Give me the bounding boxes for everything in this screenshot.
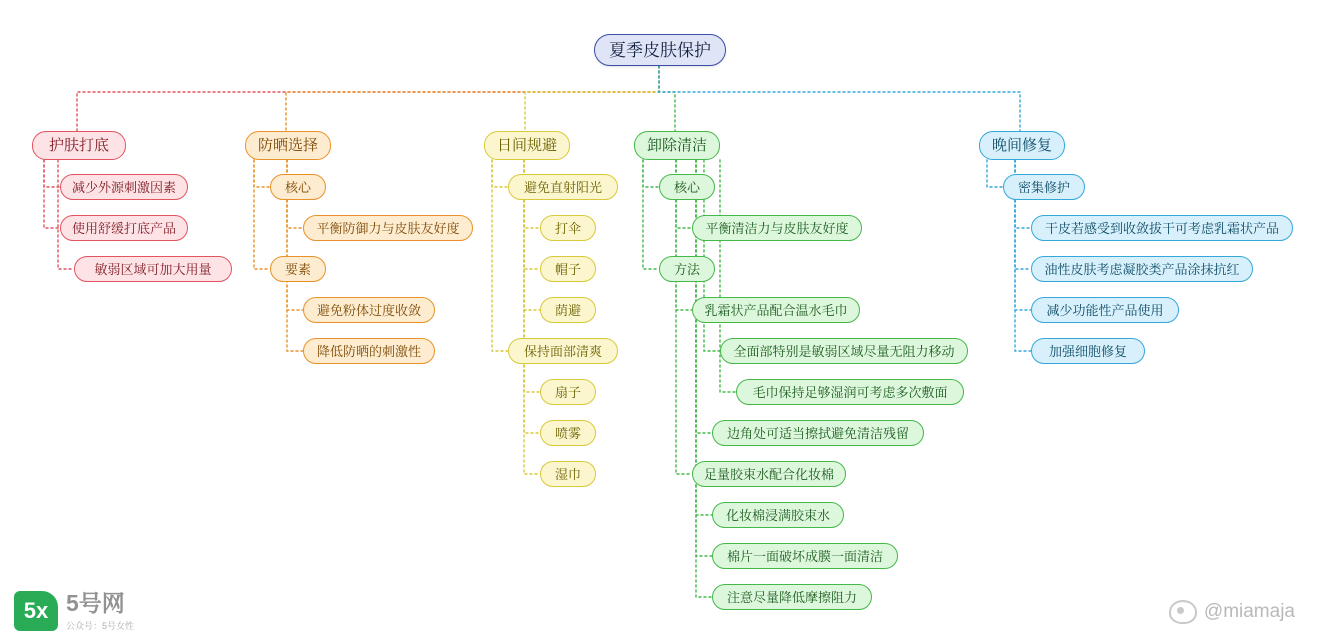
leaf-node-4-4[interactable]: 乳霜状产品配合温水毛巾: [692, 297, 860, 323]
leaf-node-3-5[interactable]: 保持面部清爽: [508, 338, 618, 364]
leaf-node-2-3[interactable]: 要素: [270, 256, 326, 282]
leaf-node-4-11[interactable]: 注意尽量降低摩擦阻力: [712, 584, 872, 610]
leaf-node-4-3[interactable]: 方法: [659, 256, 715, 282]
watermark-left: [14, 591, 134, 632]
leaf-node-3-3[interactable]: 帽子: [540, 256, 596, 282]
leaf-node-5-2[interactable]: 干皮若感受到收敛拔干可考虑乳霜状产品: [1031, 215, 1293, 241]
leaf-node-3-1[interactable]: 避免直射阳光: [508, 174, 618, 200]
leaf-node-2-5[interactable]: 降低防晒的刺激性: [303, 338, 435, 364]
leaf-node-2-1[interactable]: 核心: [270, 174, 326, 200]
root-node[interactable]: 夏季皮肤保护: [594, 34, 726, 66]
leaf-node-1-3[interactable]: 敏弱区域可加大用量: [74, 256, 232, 282]
leaf-node-3-6[interactable]: 扇子: [540, 379, 596, 405]
leaf-node-5-1[interactable]: 密集修护: [1003, 174, 1085, 200]
site-name: 5号网: [66, 589, 125, 616]
watermark-right: [1169, 600, 1295, 624]
branch-node-1[interactable]: 护肤打底: [32, 131, 126, 160]
leaf-node-3-7[interactable]: 喷雾: [540, 420, 596, 446]
leaf-node-4-2[interactable]: 平衡清洁力与皮肤友好度: [692, 215, 862, 241]
leaf-node-4-8[interactable]: 足量胶束水配合化妆棉: [692, 461, 846, 487]
branch-node-5[interactable]: 晚间修复: [979, 131, 1065, 160]
branch-node-3[interactable]: 日间规避: [484, 131, 570, 160]
leaf-node-4-9[interactable]: 化妆棉浸满胶束水: [712, 502, 844, 528]
leaf-node-4-7[interactable]: 边角处可适当擦拭避免清洁残留: [712, 420, 924, 446]
watermark-left-text: [66, 591, 134, 632]
weibo-eye-icon: [1169, 600, 1197, 624]
leaf-node-5-4[interactable]: 减少功能性产品使用: [1031, 297, 1179, 323]
leaf-node-1-1[interactable]: 减少外源刺激因素: [60, 174, 188, 200]
leaf-node-4-1[interactable]: 核心: [659, 174, 715, 200]
leaf-node-4-6[interactable]: 毛巾保持足够湿润可考虑多次敷面: [736, 379, 964, 405]
leaf-node-4-5[interactable]: 全面部特别是敏弱区域尽量无阻力移动: [720, 338, 968, 364]
leaf-node-2-2[interactable]: 平衡防御力与皮肤友好度: [303, 215, 473, 241]
branch-node-4[interactable]: 卸除清洁: [634, 131, 720, 160]
leaf-node-5-5[interactable]: 加强细胞修复: [1031, 338, 1145, 364]
site-logo-icon: 5x: [14, 591, 58, 631]
leaf-node-2-4[interactable]: 避免粉体过度收敛: [303, 297, 435, 323]
leaf-node-1-2[interactable]: 使用舒缓打底产品: [60, 215, 188, 241]
leaf-node-3-8[interactable]: 湿巾: [540, 461, 596, 487]
leaf-node-3-2[interactable]: 打伞: [540, 215, 596, 241]
leaf-node-5-3[interactable]: 油性皮肤考虑凝胶类产品涂抹抗红: [1031, 256, 1253, 282]
leaf-node-4-10[interactable]: 棉片一面破坏成膜一面清洁: [712, 543, 898, 569]
site-subtitle: 公众号：5号女性: [66, 621, 135, 631]
branch-node-2[interactable]: 防晒选择: [245, 131, 331, 160]
leaf-node-3-4[interactable]: 荫避: [540, 297, 596, 323]
weibo-handle: @miamaja: [1203, 601, 1295, 622]
